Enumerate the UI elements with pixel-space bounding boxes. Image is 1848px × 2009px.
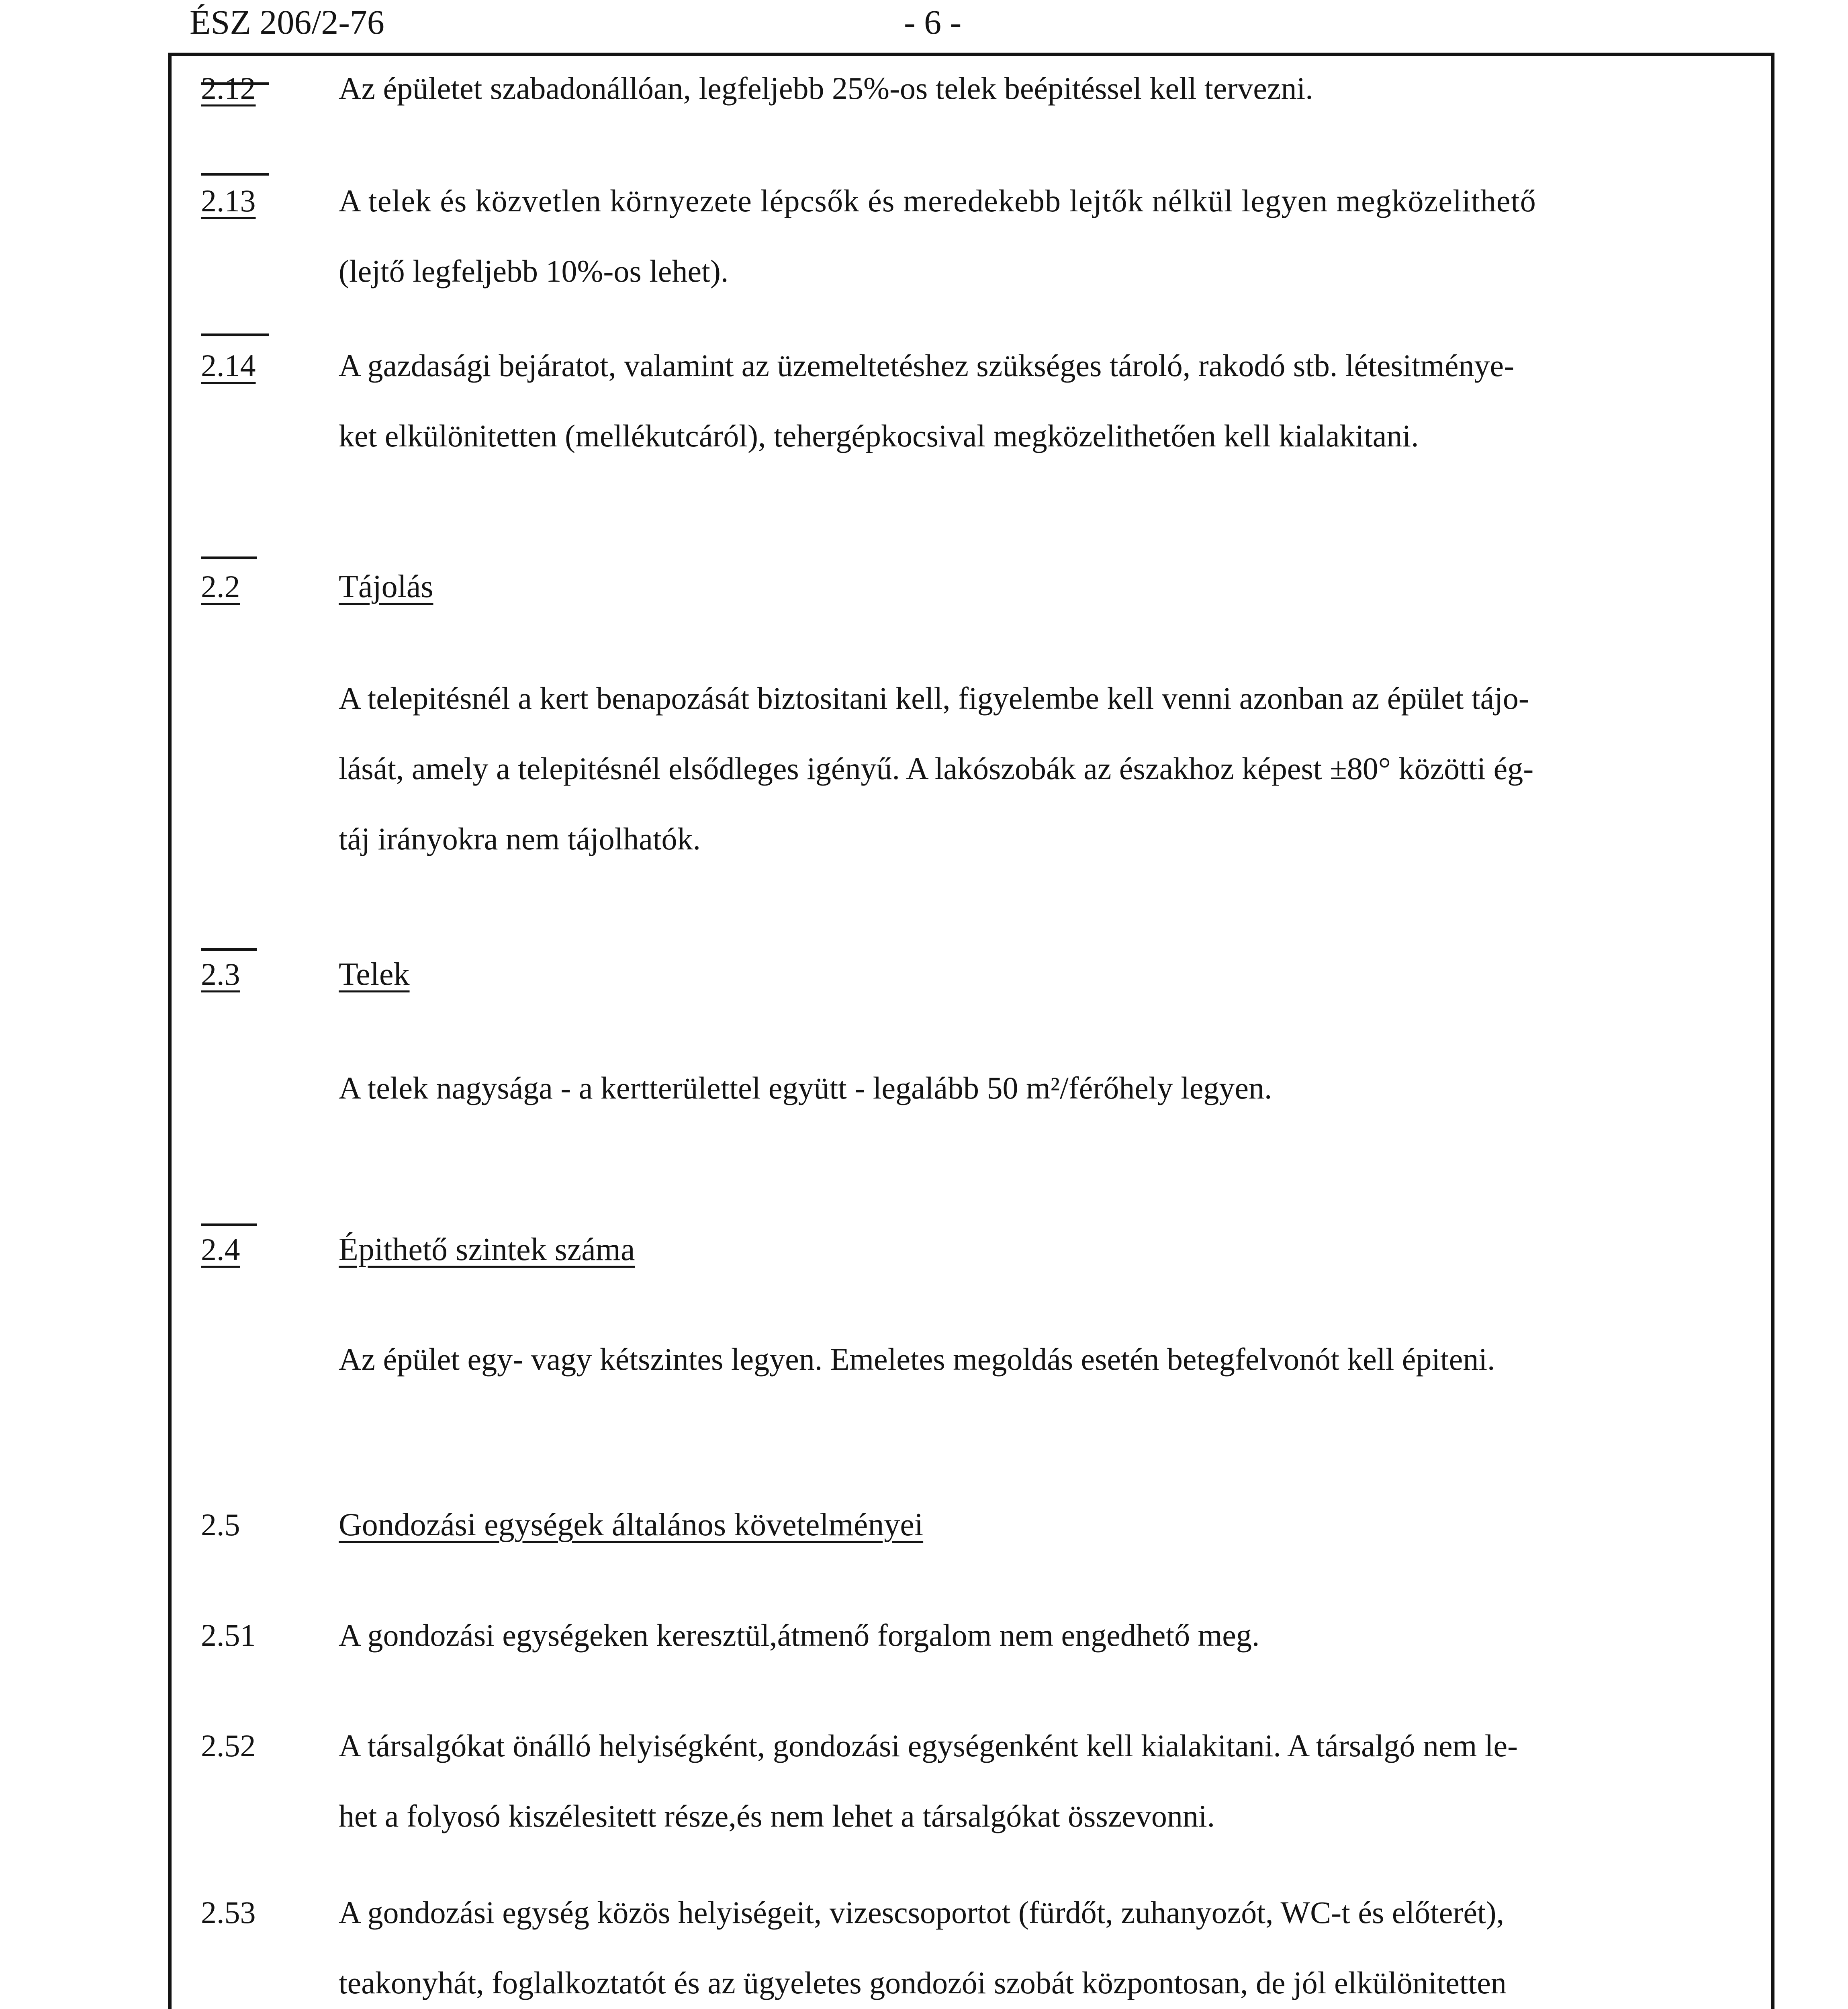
section-paragraph [339,53,1741,123]
section-number: 2.13 [201,183,256,218]
section-number: 2.51 [201,1618,256,1653]
section-heading: Telek [339,957,410,992]
section-paragraph [339,663,1741,874]
paragraph-line: A gazdasági bejáratot, valamint az üzemeltetéshez szükséges tároló, rakodó stb. létesitménye- [339,348,1515,383]
paragraph-line: A társalgókat önálló helyiségként, gondozási egységenként kell kialakitani. A társalgó nem le- [339,1728,1518,1763]
paragraph-line: A gondozási egység közös helyiségeit, vizescsoportot (fürdőt, zuhanyozót, WC-t és előterét), [339,1895,1505,1930]
section-number-overline [201,333,269,336]
section-paragraph [339,1053,1741,1123]
section-paragraph [339,330,1741,471]
section-paragraph [339,1600,1741,1670]
section-number-overline [201,173,269,176]
section-number-overline [201,948,257,951]
section-number: 2.53 [201,1895,256,1930]
section-number-overline [201,556,257,559]
section-heading: Épithető szintek száma [339,1232,635,1267]
section-number: 2.2 [201,569,240,604]
paragraph-line: táj irányokra nem tájolhatók. [339,821,701,856]
section-heading: Tájolás [339,569,433,604]
paragraph-line: (lejtő legfeljebb 10%-os lehet). [339,254,729,288]
section-number: 2.3 [201,957,240,992]
paragraph-line: A telek és közvetlen környezete lépcsők és meredekebb lejtők nélkül legyen megközelithető [339,183,1536,218]
paragraph-line: het a folyosó kiszélesitett része,és nem lehet a társalgókat összevonni. [339,1798,1215,1833]
paragraph-line: teakonyhát, foglalkoztatót és az ügyeletes gondozói szobát központosan, de jól elkülönitetten [339,1965,1507,2000]
paragraph-line: ket elkülönitetten (mellékutcáról), tehergépkocsival megközelithetően kell kialakitani. [339,418,1419,453]
section-number: 2.12 [201,71,256,106]
section-paragraph [339,166,1741,306]
paragraph-line: lását, amely a telepitésnél elsődleges igényű. A lakószobák az északhoz képest ±80° közötti ég- [339,751,1534,786]
page-number: - 6 - [904,3,962,41]
document-code: ÉSZ 206/2-76 [190,3,384,41]
paragraph-line: A telepitésnél a kert benapozását biztositani kell, figyelembe kell venni azonban az épület tájo- [339,681,1529,716]
paragraph-line: A gondozási egységeken keresztül,átmenő forgalom nem engedhető meg. [339,1618,1260,1653]
section-heading: Gondozási egységek általános követelményei [339,1507,924,1543]
section-paragraph [339,1877,1741,2009]
section-number: 2.14 [201,348,256,383]
section-paragraph [339,1324,1741,1394]
section-number: 2.4 [201,1232,240,1267]
paragraph-line: A telek nagysága - a kertterülettel együtt - legalább 50 m²/férőhely legyen. [339,1070,1272,1105]
section-number-overline [201,1223,257,1226]
paragraph-line: Az épület egy- vagy kétszintes legyen. Emeletes megoldás esetén betegfelvonót kell épiteni. [339,1342,1495,1377]
section-number: 2.5 [201,1507,240,1542]
section-number: 2.52 [201,1728,256,1763]
paragraph-line: Az épületet szabadonállóan, legfeljebb 25%-os telek beépitéssel kell tervezni. [339,71,1313,106]
section-paragraph [339,1710,1741,1851]
